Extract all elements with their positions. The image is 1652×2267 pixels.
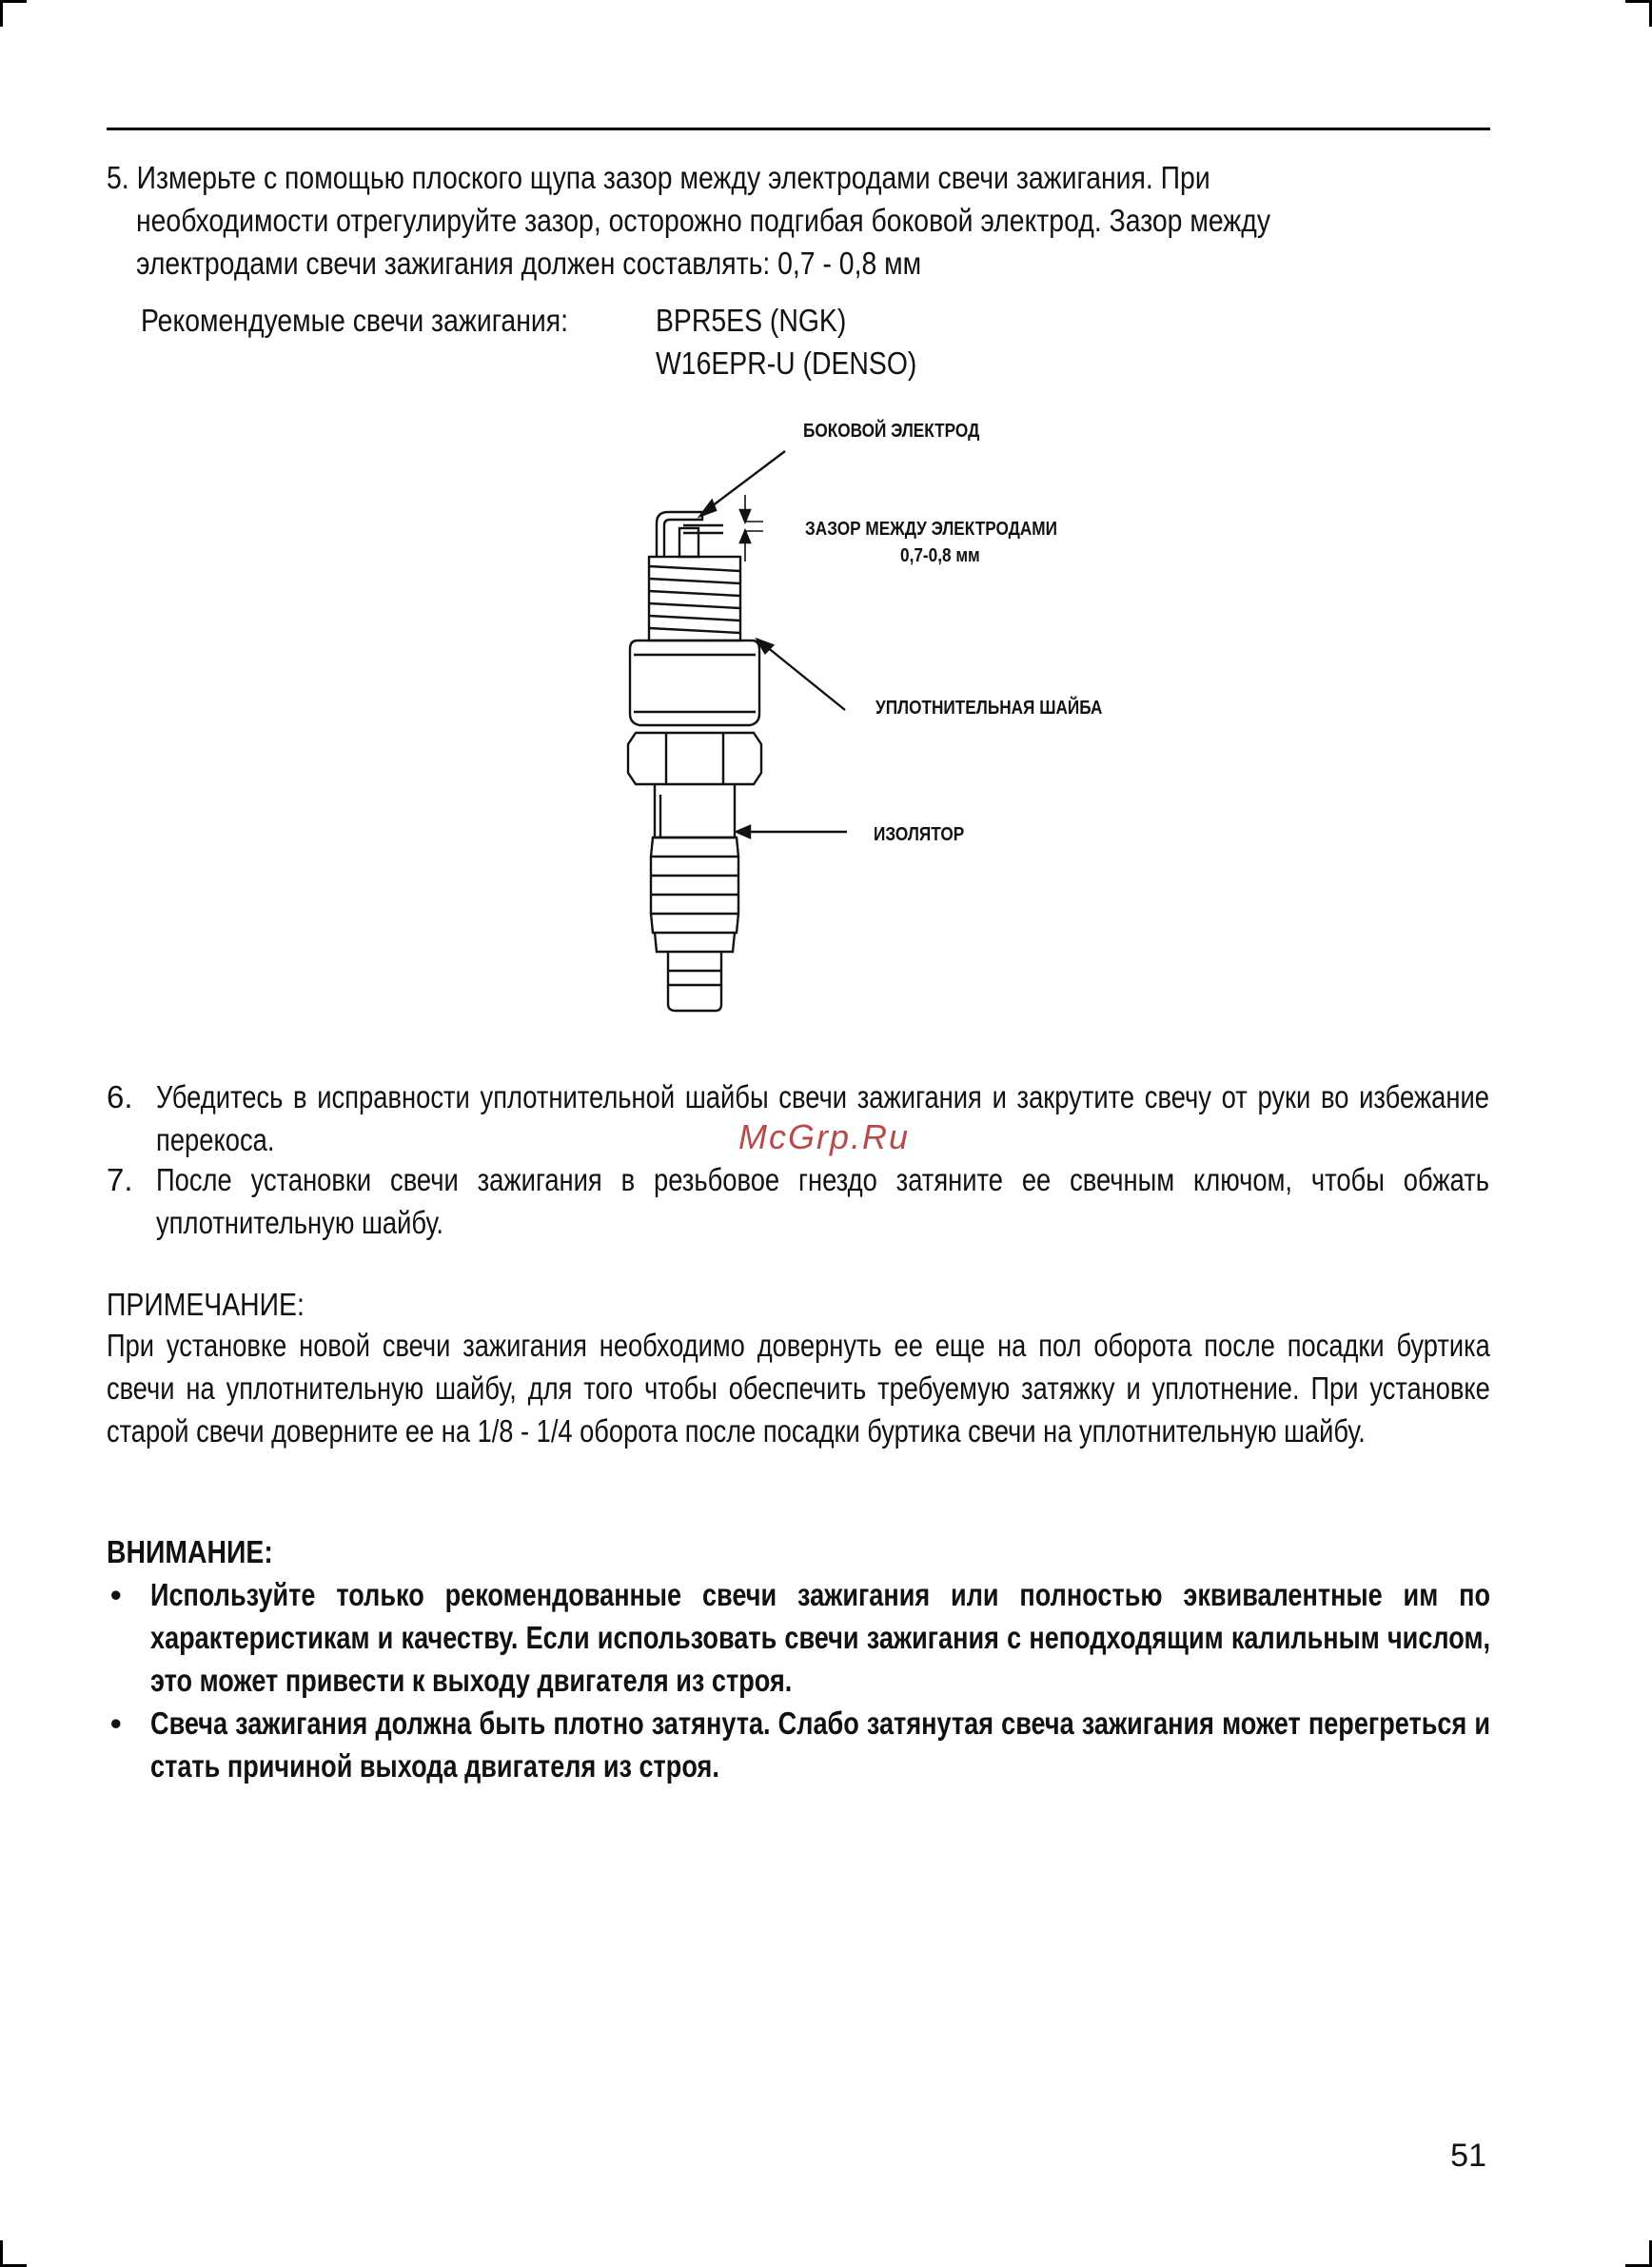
step-6-number: 6.	[107, 1079, 133, 1114]
step-6-text: Убедитесь в исправности уплотнительной шайбы свечи зажигания и закрутите свечу от руки во избежание перекоса.	[156, 1079, 1490, 1157]
spark-plug-diagram	[571, 409, 1180, 1037]
label-gap: ЗАЗОР МЕЖДУ ЭЛЕКТРОДАМИ	[805, 519, 1057, 540]
recommended-plug-ngk: BPR5ES (NGK)	[656, 303, 847, 338]
warning-item-text: Используйте только рекомендованные свечи зажигания или полностью эквивалентные им по характеристикам и качеству. Если использовать свечи зажигания с неподходящим калильным числом, это может привести к выходу двигателя из строя.	[150, 1577, 1491, 1698]
label-insulator: ИЗОЛЯТОР	[874, 824, 965, 845]
bullet-icon: •	[110, 1577, 122, 1612]
note-text: При установке новой свечи зажигания необходимо довернуть ее еще на пол оборота после посадки буртика свечи на уплотнительную шайбу, для того чтобы обеспечить требуемую затяжку и уплотнение. При установке старой свечи доверните ее на 1/8 - 1/4 оборота после посадки буртика свечи на уплотнительную шайбу.	[107, 1328, 1490, 1449]
bullet-icon: •	[110, 1705, 122, 1741]
label-side-electrode: БОКОВОЙ ЭЛЕКТРОД	[803, 421, 980, 442]
note-heading: ПРИМЕЧАНИЕ:	[107, 1287, 305, 1322]
crop-mark	[0, 0, 3, 27]
sealing-washer-leader	[761, 642, 845, 710]
ribbed-insulator	[651, 838, 738, 952]
crop-mark	[1625, 0, 1652, 3]
crop-mark	[0, 2240, 3, 2267]
hex-nut	[628, 733, 761, 784]
warning-item	[107, 1573, 1490, 1706]
insulator-body	[655, 784, 735, 838]
recommended-plug-denso: W16EPR-U (DENSO)	[656, 345, 917, 381]
warning-item-text: Свеча зажигания должна быть плотно затянута. Слабо затянутая свеча зажигания может перегреться и стать причиной выхода двигателя из строя.	[150, 1705, 1491, 1784]
warning-item	[107, 1702, 1490, 1792]
step-5-number: 5.	[107, 160, 129, 195]
terminal	[668, 952, 721, 1011]
crop-mark	[0, 0, 27, 3]
step-7	[107, 1158, 1490, 1244]
label-gap-value: 0,7-0,8 мм	[900, 545, 980, 566]
warning-heading: ВНИМАНИЕ:	[107, 1534, 273, 1569]
watermark: McGrp.Ru	[738, 1117, 911, 1156]
step-7-number: 7.	[107, 1162, 133, 1197]
label-sealing-washer: УПЛОТНИТЕЛЬНАЯ ШАЙБА	[875, 698, 1103, 719]
step-7-text: После установки свечи зажигания в резьбовое гнездо затяните ее свечным ключом, чтобы обжать уплотнительную шайбу.	[156, 1162, 1490, 1240]
header-rule	[107, 128, 1490, 130]
recommended-label: Рекомендуемые свечи зажигания:	[141, 303, 568, 338]
step-5-line-2: необходимости отрегулируйте зазор, осторожно подгибая боковой электрод. Зазор между	[135, 203, 1271, 238]
step-5	[107, 156, 1270, 285]
step-5-line-1: 5. Измерьте с помощью плоского щупа зазор между электродами свечи зажигания. При	[107, 160, 1210, 195]
step-5-line-3: электродами свечи зажигания должен составлять: 0,7 - 0,8 мм	[135, 246, 922, 281]
page-number: 51	[1450, 2138, 1486, 2174]
